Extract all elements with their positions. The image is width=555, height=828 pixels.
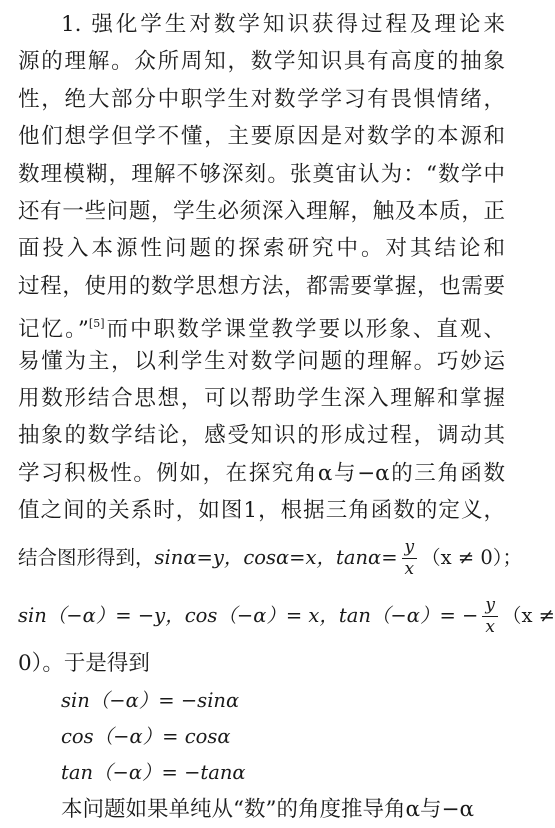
paragraph-line: 1. 强化学生对数学知识获得过程及理论来 [61, 12, 505, 37]
formula-condition: （x ≠ [501, 604, 555, 628]
fraction-y-over-x [482, 597, 498, 636]
formula-expression: sinα=y，cosα=x，tanα= [154, 546, 398, 570]
formula-line-2 [18, 587, 555, 645]
formula-condition: （x ≠ 0）； [421, 546, 523, 570]
paragraph-line: 值之间的关系时，如图1，根据三角函数的定义， [18, 498, 505, 524]
formula-expression: sin（−α）= −y，cos（−α）= x，tan（−α）= − [18, 604, 479, 628]
paragraph-line: 学习积极性。例如，在探究角α与−α的三角函数 [18, 460, 505, 486]
equation-sin: sin（−α）= −sinα [61, 688, 240, 712]
paragraph-line: 面投入本源性问题的探索研究中。对其结论和 [18, 236, 505, 262]
paragraph-line: 他们想学但学不懂，主要原因是对数学的本源和 [18, 124, 505, 150]
fraction-numerator: y [485, 595, 495, 616]
paragraph-line-with-citation [18, 305, 505, 342]
paragraph-line: 源的理解。众所周知，数学知识具有高度的抽象 [18, 49, 505, 75]
formula-prefix: 结合图形得到， [18, 546, 155, 570]
paragraph-line: 易懂为主，以利学生对数学问题的理解。巧妙运 [18, 348, 505, 374]
paragraph-line: 过程，使用的数学思想方法，都需要掌握，也需要 [18, 273, 505, 299]
paragraph-line: 性，绝大部分中职学生对数学学习有畏惧情绪， [18, 86, 505, 112]
fraction-denominator: x [402, 558, 418, 578]
fraction-y-over-x [402, 539, 418, 578]
formula-line-1 [18, 529, 523, 587]
quote-end-text: 记忆。” [18, 317, 89, 343]
equation-cos: cos（−α）= cosα [61, 724, 231, 748]
paragraph-text: 而中职数学课堂教学要以形象、直观、 [104, 317, 505, 343]
paragraph-line: 本问题如果单纯从“数”的角度推导角α与−α [61, 796, 475, 822]
paragraph-line: 抽象的数学结论，感受知识的形成过程，调动其 [18, 423, 505, 449]
paragraph-line: 用数形结合思想，可以帮助学生深入理解和掌握 [18, 385, 505, 411]
paragraph-line: 0）。于是得到 [18, 651, 150, 677]
paragraph-line: 数理模糊，理解不够深刻。张奠宙认为：“数学中 [18, 161, 505, 187]
citation-reference: [5] [88, 317, 105, 331]
equation-tan: tan（−α）= −tanα [61, 760, 246, 784]
fraction-numerator: y [404, 537, 415, 558]
fraction-denominator: x [482, 616, 498, 636]
paragraph-line: 还有一些问题，学生必须深入理解，触及本质，正 [18, 198, 505, 224]
